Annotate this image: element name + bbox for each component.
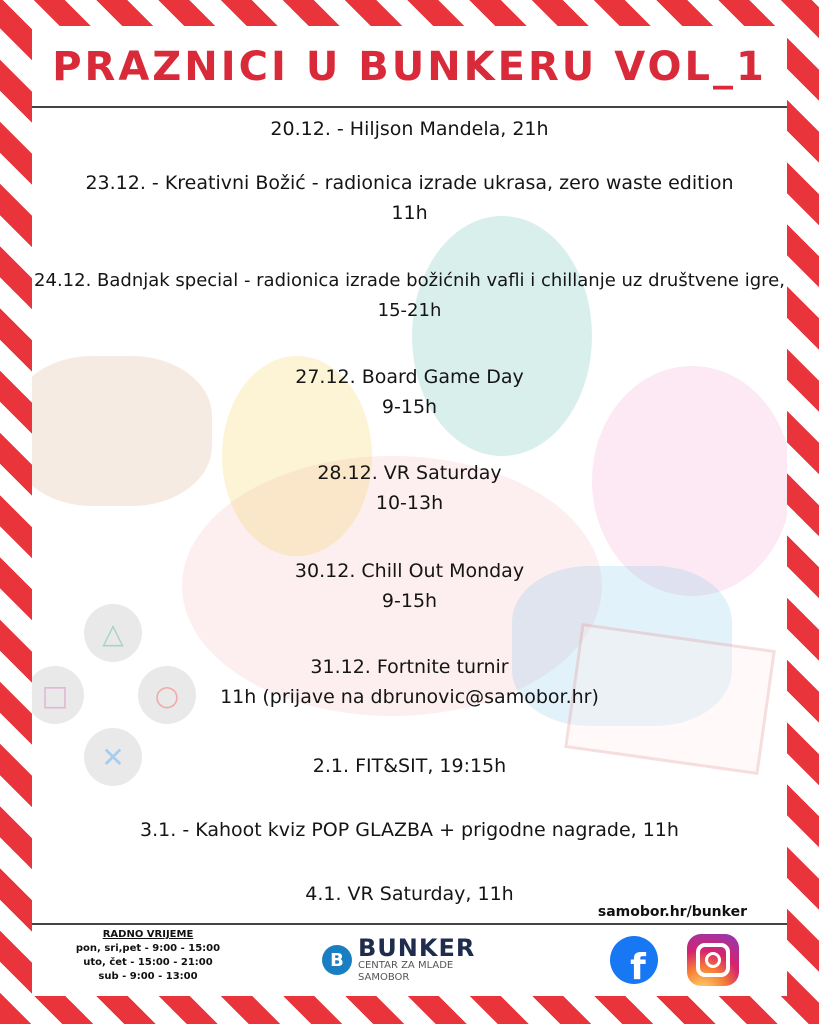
title-divider <box>32 106 787 108</box>
bunker-logo <box>322 936 475 984</box>
working-hours-line: uto, čet - 15:00 - 21:00 <box>83 957 213 968</box>
triangle-button-icon: △ <box>84 604 142 662</box>
working-hours-line: sub - 9:00 - 13:00 <box>98 971 198 982</box>
logo-name: BUNKER <box>358 934 476 962</box>
cross-button-icon: ✕ <box>84 728 142 786</box>
event-item <box>32 362 787 422</box>
logo-subtitle: SAMOBOR <box>358 972 410 983</box>
event-item <box>32 751 787 781</box>
event-line: 20.12. - Hiljson Mandela, 21h <box>270 118 549 140</box>
bunker-logo-text <box>358 936 475 984</box>
event-line: 27.12. Board Game Day <box>295 366 524 388</box>
instagram-icon[interactable] <box>687 934 739 986</box>
working-hours <box>68 928 228 984</box>
website-url[interactable]: samobor.hr/bunker <box>597 904 747 920</box>
logo-subtitle: CENTAR ZA MLADE <box>358 960 454 971</box>
event-item <box>32 815 787 845</box>
event-line: 30.12. Chill Out Monday <box>294 560 525 582</box>
event-time: 11h <box>391 202 428 224</box>
event-item <box>32 556 787 616</box>
event-time: 11h (prijave na dbrunovic@samobor.hr) <box>220 686 599 708</box>
circle-button-icon: ○ <box>138 666 196 724</box>
event-line: 2.1. FIT&SIT, 19:15h <box>312 755 507 777</box>
event-line: 23.12. - Kreativni Božić - radionica izrade ukrasa, zero waste edition <box>85 172 734 194</box>
facebook-letter: f <box>630 947 646 984</box>
footer-divider <box>32 923 787 925</box>
poster-card <box>32 26 787 996</box>
bunker-logo-icon: B <box>322 945 352 975</box>
instagram-lens-shape <box>705 952 721 968</box>
instagram-camera-shape <box>696 943 730 977</box>
event-item <box>32 114 787 144</box>
event-item <box>32 266 787 326</box>
event-item <box>32 458 787 518</box>
event-line: 4.1. VR Saturday, 11h <box>305 883 514 905</box>
working-hours-line: pon, sri,pet - 9:00 - 15:00 <box>75 943 221 954</box>
working-hours-title: RADNO VRIJEME <box>102 929 194 940</box>
event-item <box>32 652 787 712</box>
event-time: 9-15h <box>381 396 438 418</box>
square-button-icon: □ <box>32 666 84 724</box>
event-item <box>32 168 787 228</box>
event-line: 31.12. Fortnite turnir <box>310 656 509 678</box>
poster-title: PRAZNICI U BUNKERU VOL_1 <box>52 44 767 90</box>
event-line: 24.12. Badnjak special - radionica izrade božićnih vafli i chillanje uz društvene igre, <box>34 270 785 291</box>
event-time: 9-15h <box>381 590 438 612</box>
event-line: 28.12. VR Saturday <box>317 462 502 484</box>
event-time: 15-21h <box>377 300 442 321</box>
facebook-icon[interactable] <box>610 936 658 984</box>
event-line: 3.1. - Kahoot kviz POP GLAZBA + prigodne nagrade, 11h <box>140 819 679 841</box>
event-time: 10-13h <box>375 492 444 514</box>
